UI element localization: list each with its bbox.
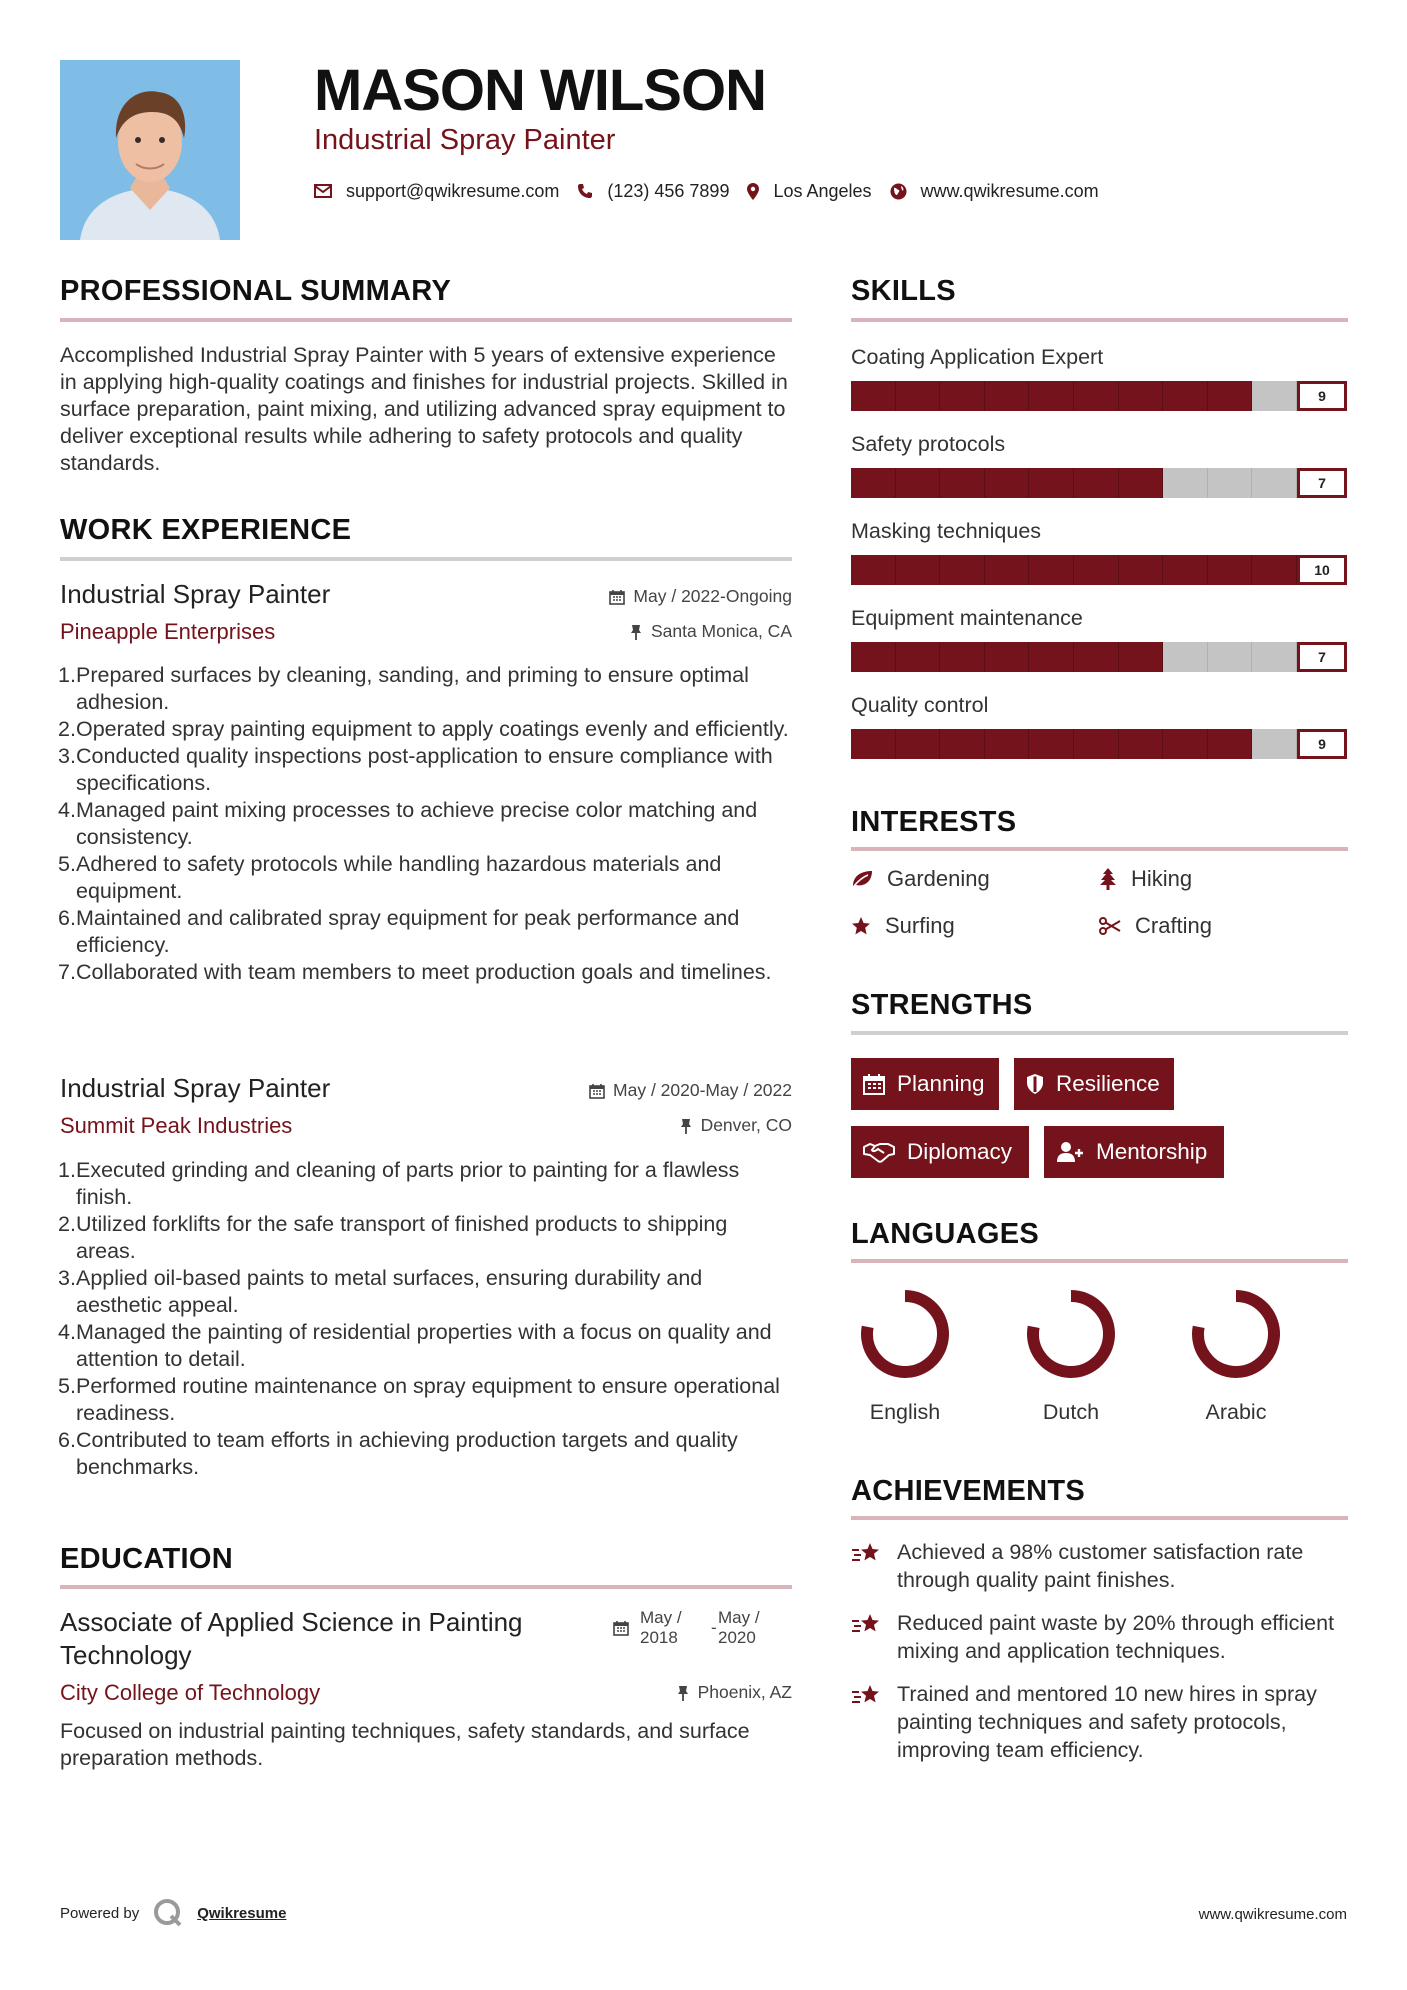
- globe-icon: [890, 183, 907, 200]
- job-date-text: May / 2020-May / 2022: [613, 1080, 792, 1100]
- skill-bar-segment: [940, 555, 985, 585]
- job-location-text: Denver, CO: [700, 1115, 792, 1135]
- language-ring-arc: [1033, 1296, 1109, 1372]
- interests-heading: INTERESTS: [851, 806, 1017, 838]
- handshake-icon: [863, 1141, 895, 1163]
- skill-bar-segment: [1163, 555, 1208, 585]
- phone-icon: [577, 183, 593, 199]
- list-item: 3. Conducted quality inspections post-application to ensure compliance with specifications.: [58, 744, 773, 795]
- language-ring: [1190, 1288, 1282, 1380]
- skill-bar-segment: [1074, 381, 1119, 411]
- skill-bar-segment: [1029, 468, 1074, 498]
- job-company: Summit Peak Industries: [60, 1113, 293, 1138]
- skill-bar-segment: [1074, 468, 1119, 498]
- skill-bar-segment: [1029, 642, 1074, 672]
- strengths-heading: STRENGTHS: [851, 989, 1033, 1021]
- skill-bar-segment: [940, 642, 985, 672]
- skill-bar-segment: [1074, 642, 1119, 672]
- skill-score: 7: [1297, 642, 1347, 672]
- skill-bar-segment: [985, 642, 1030, 672]
- pin-icon: [679, 1118, 693, 1134]
- education-location: [560, 1682, 792, 1703]
- education-school: City College of Technology: [60, 1680, 321, 1705]
- pin-icon: [629, 624, 643, 640]
- profile-photo: [60, 60, 240, 240]
- footer-url[interactable]: www.qwikresume.com: [1198, 1906, 1347, 1923]
- contact-email-text: support@qwikresume.com: [346, 180, 560, 201]
- contact-phone[interactable]: [577, 181, 729, 202]
- map-pin-icon: [747, 183, 759, 200]
- skill-bar-segment: [1074, 729, 1119, 759]
- skill-name: Coating Application Expert: [851, 345, 1104, 369]
- skill-bar: [851, 729, 1297, 759]
- achievement-item: [851, 1680, 1351, 1764]
- skill-bar-segment: [985, 729, 1030, 759]
- education-location-text: Phoenix, AZ: [697, 1682, 792, 1702]
- skill-bar: [851, 555, 1297, 585]
- skill-score: 9: [1297, 729, 1347, 759]
- job-date-text: May / 2022-Ongoing: [633, 586, 792, 606]
- skill-bar-segment: [1163, 381, 1208, 411]
- scissors-icon: [1099, 917, 1121, 935]
- achievement-item: [851, 1538, 1351, 1594]
- skill-bar-segment: [1119, 729, 1164, 759]
- skill-bar-segment: [1163, 642, 1208, 672]
- summary-text: Accomplished Industrial Spray Painter with 5 years of extensive experience in applying high-quality coatings and finishes for industrial projects. Skilled in surface preparation, paint mixing, and utilizing advanced spray equipment to deliver exceptional results while adhering to safety protocols and quality standards.: [60, 343, 788, 475]
- star-icon: [851, 916, 871, 936]
- envelope-icon: [314, 184, 332, 198]
- skills-heading: SKILLS: [851, 275, 956, 307]
- skill-score: 7: [1297, 468, 1347, 498]
- experience-divider: [60, 557, 792, 561]
- education-description: Focused on industrial painting techniques, safety standards, and surface preparation methods.: [60, 1719, 750, 1770]
- skill-bar-segment: [896, 555, 941, 585]
- skill-bar-segment: [985, 468, 1030, 498]
- language-ring-arc: [1198, 1296, 1274, 1372]
- calendar-icon: [589, 1083, 605, 1099]
- skill-bar-segment: [1208, 729, 1253, 759]
- shield-icon: [1026, 1073, 1044, 1095]
- calendar-icon: [609, 589, 625, 605]
- education-divider: [60, 1585, 792, 1589]
- job-date: [500, 1080, 792, 1101]
- language-ring: [859, 1288, 951, 1380]
- interest-hiking: Hiking: [1099, 866, 1192, 892]
- skill-bar-segment: [896, 729, 941, 759]
- contact-website-text: www.qwikresume.com: [920, 180, 1099, 201]
- skill-bar-segment: [851, 555, 896, 585]
- achievements-divider: [851, 1516, 1348, 1520]
- job-location: [500, 1115, 792, 1136]
- strength-planning: Planning: [851, 1058, 999, 1110]
- list-item: 4. Managed the painting of residential properties with a focus on quality and attention to detail.: [58, 1320, 772, 1371]
- skill-score: 10: [1297, 555, 1347, 585]
- skill-bar-segment: [851, 642, 896, 672]
- calendar-icon: [613, 1620, 629, 1636]
- skill-name: Equipment maintenance: [851, 606, 1083, 630]
- skill-bar-segment: [1208, 642, 1253, 672]
- qwikresume-logo-icon: [153, 1898, 183, 1928]
- summary-heading: PROFESSIONAL SUMMARY: [60, 275, 452, 307]
- list-item: 5. Performed routine maintenance on spray equipment to ensure operational readiness.: [58, 1374, 780, 1425]
- skill-bar-segment: [1029, 555, 1074, 585]
- language-ring-arc: [867, 1296, 943, 1372]
- footer-powered-by: Powered by Qwikresume: [60, 1898, 286, 1928]
- list-item: 2. Utilized forklifts for the safe transport of finished products to shipping areas.: [58, 1212, 728, 1263]
- skill-bar-segment: [1252, 729, 1297, 759]
- skill-bar-segment: [1119, 381, 1164, 411]
- skill-bar-segment: [985, 555, 1030, 585]
- achievements-heading: ACHIEVEMENTS: [851, 1475, 1086, 1507]
- skill-bar: [851, 381, 1297, 411]
- skill-bar-segment: [1208, 468, 1253, 498]
- skill-bar-segment: [1163, 468, 1208, 498]
- skill-bar-segment: [940, 381, 985, 411]
- skill-bar-segment: [1119, 468, 1164, 498]
- job-location-text: Santa Monica, CA: [650, 621, 792, 641]
- job-title: Industrial Spray Painter: [60, 579, 331, 609]
- skill-bar-segment: [985, 381, 1030, 411]
- leaf-icon: [851, 870, 873, 888]
- contact-location: [747, 181, 871, 202]
- job-company: Pineapple Enterprises: [60, 619, 276, 644]
- skill-bar-segment: [1252, 381, 1297, 411]
- skill-name: Masking techniques: [851, 519, 1042, 543]
- candidate-title: Industrial Spray Painter: [314, 124, 616, 156]
- contact-email[interactable]: [314, 181, 559, 202]
- skill-score: 9: [1297, 381, 1347, 411]
- calendar-icon: [863, 1073, 885, 1095]
- interest-surfing: Surfing: [851, 913, 955, 939]
- strength-diplomacy: Diplomacy: [851, 1126, 1029, 1178]
- job-duties-list: [58, 662, 792, 986]
- shooting-star-icon: [851, 1682, 883, 1708]
- strength-resilience: Resilience: [1014, 1058, 1174, 1110]
- education-start-date: May / 2018: [640, 1608, 682, 1647]
- interest-gardening: Gardening: [851, 866, 990, 892]
- skill-bar-segment: [1208, 555, 1253, 585]
- list-item: 6. Contributed to team efforts in achieving production targets and quality benchmarks.: [58, 1428, 738, 1479]
- interest-crafting: Crafting: [1099, 913, 1212, 939]
- languages-heading: LANGUAGES: [851, 1218, 1039, 1250]
- contact-phone-text: (123) 456 7899: [607, 180, 730, 201]
- skill-bar-segment: [896, 468, 941, 498]
- skill-name: Safety protocols: [851, 432, 1006, 456]
- strengths-divider: [851, 1031, 1348, 1035]
- education-date-separator: -: [711, 1618, 717, 1637]
- skill-bar-segment: [940, 729, 985, 759]
- list-item: 2. Operated spray painting equipment to apply coatings evenly and efficiently.: [58, 717, 789, 741]
- languages-divider: [851, 1259, 1348, 1263]
- skill-bar-segment: [1119, 642, 1164, 672]
- contact-bar: [314, 176, 1117, 206]
- achievement-text: Achieved a 98% customer satisfaction rate through quality paint finishes.: [897, 1540, 1304, 1592]
- skill-bar-segment: [896, 381, 941, 411]
- skill-bar-segment: [940, 468, 985, 498]
- job-duties-list: [58, 1157, 792, 1481]
- skill-bar-segment: [896, 642, 941, 672]
- candidate-name: MASON WILSON: [314, 58, 766, 123]
- summary-divider: [60, 318, 792, 322]
- language-label: Dutch: [1042, 1400, 1100, 1424]
- education-end-date: May / 2020: [718, 1608, 760, 1647]
- interests-divider: [851, 847, 1348, 851]
- shooting-star-icon: [851, 1611, 883, 1637]
- skill-bar-segment: [1074, 555, 1119, 585]
- contact-location-text: Los Angeles: [773, 180, 872, 201]
- experience-heading: WORK EXPERIENCE: [60, 514, 352, 546]
- skill-bar-segment: [1119, 555, 1164, 585]
- list-item: 6. Maintained and calibrated spray equipment for peak performance and efficiency.: [58, 906, 740, 957]
- list-item: 1. Prepared surfaces by cleaning, sanding, and priming to ensure optimal adhesion.: [58, 663, 749, 714]
- strength-mentorship: Mentorship: [1044, 1126, 1224, 1178]
- achievement-text: Trained and mentored 10 new hires in spray painting techniques and safety protocols, improving team efficiency.: [897, 1682, 1317, 1762]
- achievement-item: [851, 1609, 1351, 1665]
- job-location: [500, 621, 792, 642]
- list-item: 4. Managed paint mixing processes to achieve precise color matching and consistency.: [58, 798, 758, 849]
- list-item: 5. Adhered to safety protocols while handling hazardous materials and equipment.: [58, 852, 722, 903]
- job-date: [500, 586, 792, 607]
- skill-name: Quality control: [851, 693, 989, 717]
- skill-bar-segment: [851, 468, 896, 498]
- skill-bar-segment: [1252, 642, 1297, 672]
- language-label: Arabic: [1205, 1400, 1267, 1424]
- skill-bar-segment: [1163, 729, 1208, 759]
- skill-bar: [851, 468, 1297, 498]
- job-title: Industrial Spray Painter: [60, 1073, 331, 1103]
- list-item: 1. Executed grinding and cleaning of parts prior to painting for a flawless finish.: [58, 1158, 740, 1209]
- pin-icon: [676, 1685, 690, 1701]
- skill-bar-segment: [1029, 729, 1074, 759]
- user-plus-icon: [1056, 1141, 1084, 1163]
- achievement-text: Reduced paint waste by 20% through efficient mixing and application techniques.: [897, 1611, 1335, 1663]
- skill-bar-segment: [1252, 468, 1297, 498]
- skill-bar-segment: [1252, 555, 1297, 585]
- footer-brand-link[interactable]: Qwikresume: [197, 1904, 287, 1922]
- language-label: English: [869, 1400, 941, 1424]
- list-item: 7. Collaborated with team members to meet production goals and timelines.: [58, 960, 772, 984]
- list-item: 3. Applied oil-based paints to metal surfaces, ensuring durability and aesthetic appeal.: [58, 1266, 703, 1317]
- skills-divider: [851, 318, 1348, 322]
- education-degree: Associate of Applied Science in Painting Technology: [60, 1607, 523, 1670]
- skill-bar-segment: [1208, 381, 1253, 411]
- skill-bar-segment: [1029, 381, 1074, 411]
- skill-bar-segment: [851, 381, 896, 411]
- skill-bar-segment: [851, 729, 896, 759]
- skill-bar: [851, 642, 1297, 672]
- contact-website[interactable]: [890, 181, 1099, 202]
- tree-icon: [1099, 868, 1117, 890]
- education-heading: EDUCATION: [60, 1543, 233, 1575]
- shooting-star-icon: [851, 1540, 883, 1566]
- language-ring: [1025, 1288, 1117, 1380]
